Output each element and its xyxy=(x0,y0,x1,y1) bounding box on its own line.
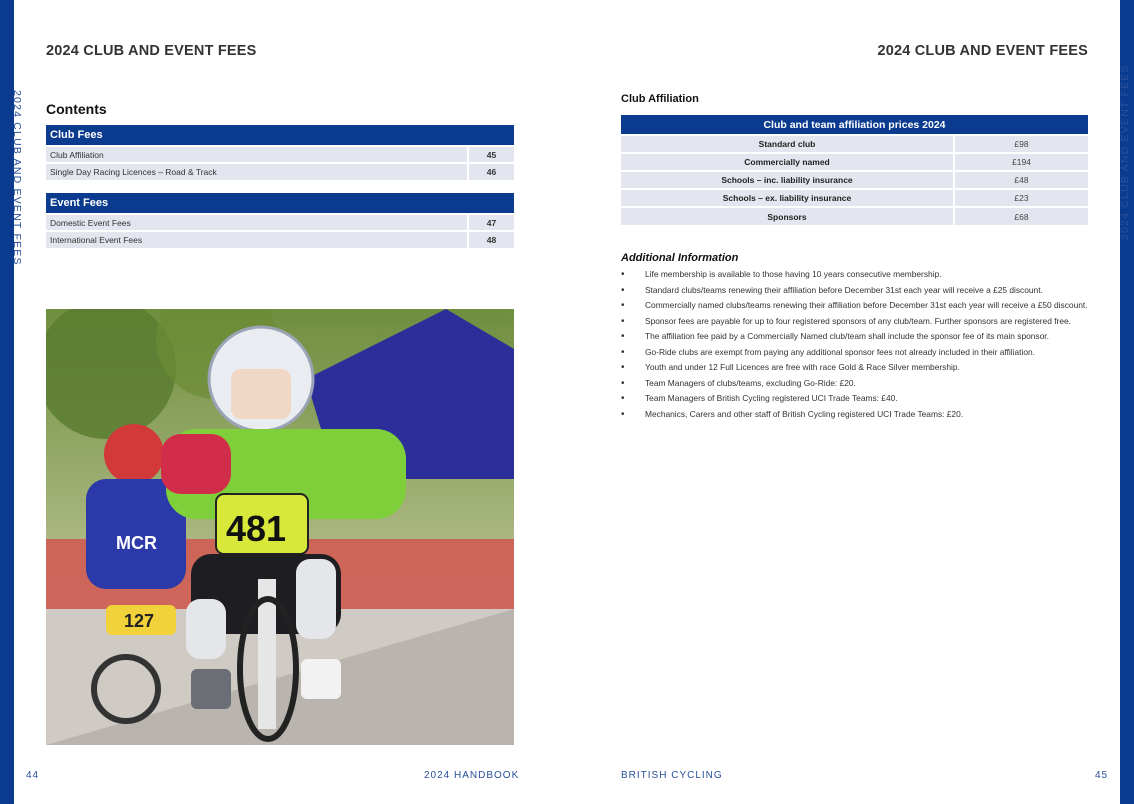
contents-item-page: 47 xyxy=(468,214,514,231)
list-item: • Go-Ride clubs are exempt from paying any additional sponsor fees not already included in their affiliation. xyxy=(621,347,1091,359)
table-row xyxy=(621,153,1088,171)
bmx-rider-photo xyxy=(46,309,514,745)
table-row xyxy=(621,207,1088,225)
list-item: • Commercially named clubs/teams renewing their affiliation before December 31st each year will receive a £50 discount. xyxy=(621,300,1091,312)
list-item: • Sponsor fees are payable for up to four registered sponsors of any club/team. Further sponsors are registered free. xyxy=(621,316,1091,328)
footer-british-cycling: BRITISH CYCLING xyxy=(621,770,723,781)
jersey-text: MCR xyxy=(116,533,157,553)
fee-name: Schools – ex. liability insurance xyxy=(621,189,954,207)
list-item: • The affiliation fee paid by a Commercially Named club/team shall include the sponsor fee of its main sponsor. xyxy=(621,331,1091,343)
rider-number-plate: 481 xyxy=(226,508,287,549)
list-item: • Team Managers of British Cycling registered UCI Trade Teams: £40. xyxy=(621,393,1091,405)
footer-handbook: 2024 HANDBOOK xyxy=(424,770,520,781)
contents-item-label: International Event Fees xyxy=(46,231,468,248)
list-item: • Standard clubs/teams renewing their affiliation before December 31st each year will receive a £25 discount. xyxy=(621,285,1091,297)
additional-info-title: Additional Information xyxy=(621,252,739,264)
affiliation-prices-table xyxy=(621,115,1088,225)
club-affiliation-label: Club Affiliation xyxy=(621,93,699,105)
left-page-heading: 2024 CLUB AND EVENT FEES xyxy=(46,43,257,59)
contents-item-page: 48 xyxy=(468,231,514,248)
event-fees-table xyxy=(46,193,514,248)
contents-item-label: Domestic Event Fees xyxy=(46,214,468,231)
club-fees-table xyxy=(46,125,514,180)
left-side-label: 2024 CLUB AND EVENT FEES xyxy=(11,90,23,266)
fee-name: Standard club xyxy=(621,135,954,153)
contents-item-page: 45 xyxy=(468,146,514,163)
contents-row[interactable] xyxy=(46,163,514,180)
table-row xyxy=(621,171,1088,189)
list-item: • Team Managers of clubs/teams, excluding Go-Ride: £20. xyxy=(621,378,1091,390)
contents-item-label: Club Affiliation xyxy=(46,146,468,163)
right-page-number: 45 xyxy=(1095,770,1109,781)
fee-name: Commercially named xyxy=(621,153,954,171)
right-side-label: 2024 CLUB AND EVENT FEES xyxy=(1119,64,1131,240)
affiliation-table-title: Club and team affiliation prices 2024 xyxy=(621,115,1088,135)
right-page-heading: 2024 CLUB AND EVENT FEES xyxy=(877,43,1088,59)
club-fees-heading: Club Fees xyxy=(46,125,514,146)
list-item: • Life membership is available to those having 10 years consecutive membership. xyxy=(621,269,1091,281)
contents-item-label: Single Day Racing Licences – Road & Track xyxy=(46,163,468,180)
contents-row[interactable] xyxy=(46,231,514,248)
fee-price: £48 xyxy=(954,171,1088,189)
list-item: • Youth and under 12 Full Licences are free with race Gold & Race Silver membership. xyxy=(621,362,1091,374)
fee-price: £68 xyxy=(954,207,1088,225)
list-item: • Mechanics, Carers and other staff of British Cycling registered UCI Trade Teams: £20. xyxy=(621,409,1091,421)
table-row xyxy=(621,135,1088,153)
rear-number-plate: 127 xyxy=(124,611,155,631)
fee-price: £194 xyxy=(954,153,1088,171)
fee-price: £98 xyxy=(954,135,1088,153)
additional-info-list xyxy=(621,269,1091,424)
contents-row[interactable] xyxy=(46,214,514,231)
left-page-number: 44 xyxy=(26,770,40,781)
fee-name: Schools – inc. liability insurance xyxy=(621,171,954,189)
contents-title: Contents xyxy=(46,101,107,117)
contents-row[interactable] xyxy=(46,146,514,163)
event-fees-heading: Event Fees xyxy=(46,193,514,214)
fee-price: £23 xyxy=(954,189,1088,207)
contents-item-page: 46 xyxy=(468,163,514,180)
fee-name: Sponsors xyxy=(621,207,954,225)
table-row xyxy=(621,189,1088,207)
